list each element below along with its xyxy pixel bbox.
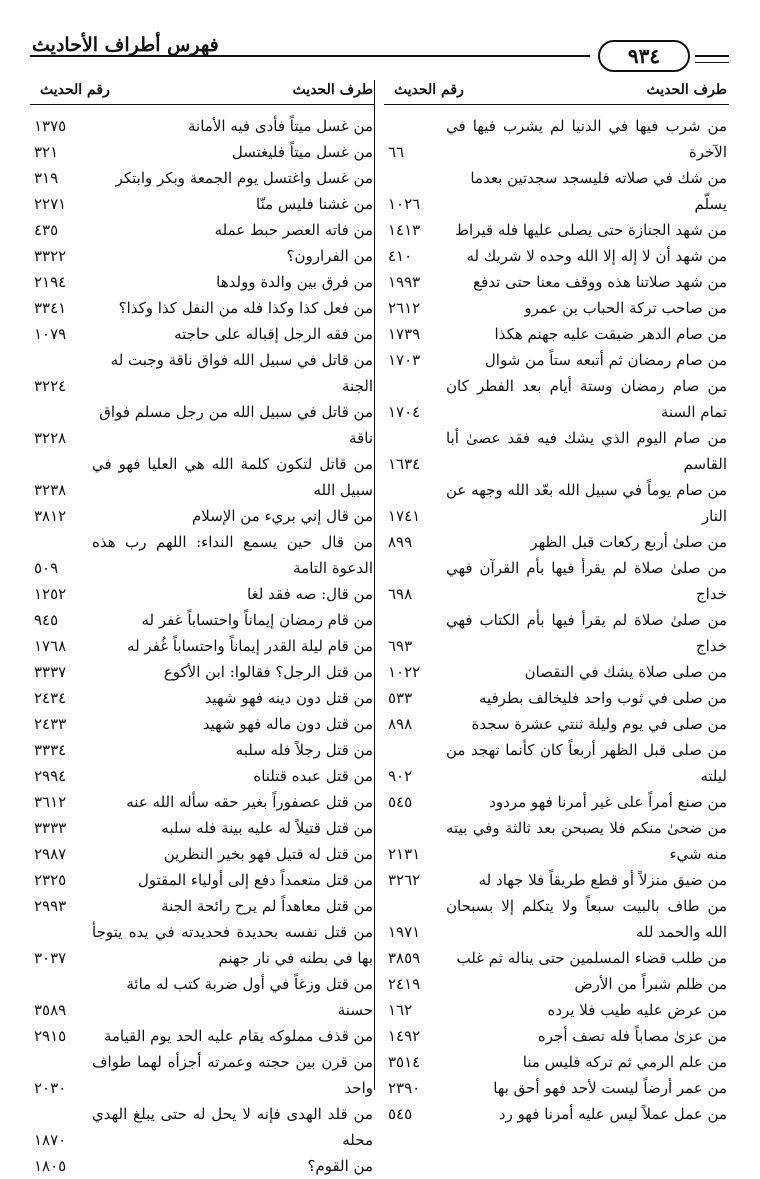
- hadith-entry: [30, 763, 375, 789]
- header-rule: [30, 55, 590, 57]
- hadith-number: ١٩٩٣: [388, 273, 421, 291]
- header-rule-right-thin: [695, 62, 729, 63]
- hadith-text: من قتل دون ماله فهو شهيد: [202, 715, 373, 733]
- hadith-number: ١٧٠٣: [388, 351, 421, 369]
- hadith-entry: [384, 1023, 729, 1049]
- hadith-text: من شهد صلاتنا هذه ووقف معنا حتى تدفع: [473, 273, 727, 291]
- hadith-number: ٢٤١٩: [388, 975, 421, 993]
- hadith-number: ٣٣٢٢: [34, 247, 67, 265]
- hadith-number: ٩٤٥: [34, 611, 59, 629]
- hadith-text: من صنع أمراً على غير أمرنا فهو مردود: [489, 793, 727, 811]
- hadith-number: ٢٢٧١: [34, 195, 67, 213]
- hadith-text: من قتل عبده قتلناه: [253, 767, 373, 785]
- hadith-number: ١٠٧٩: [34, 325, 67, 343]
- hadith-number: ٣٥٨٩: [34, 1001, 67, 1019]
- hadith-number: ٣٢٢٤: [34, 377, 67, 395]
- hadith-text: من قتل نفسه بحديدة فحديدته في يده يتوجأ بها في بطنه في نار جهنم: [92, 923, 373, 967]
- hadith-text: من عمر أرضاً ليست لأحد فهو أحق بها: [493, 1079, 727, 1097]
- hadith-entry: [384, 867, 729, 893]
- hadith-text: من غسل ميتاً فأدى فيه الأمانة: [188, 117, 373, 135]
- hadith-number: ١٧٤١: [388, 507, 421, 525]
- hadith-text: من فرق بين والدة وولدها: [216, 273, 373, 291]
- hadith-entry: [30, 919, 375, 971]
- hadith-entry: [30, 1023, 375, 1049]
- hadith-entry: [30, 815, 375, 841]
- hadith-entry: [30, 139, 375, 165]
- hadith-entry: [30, 737, 375, 763]
- hadith-number: ٢٣٢٥: [34, 871, 67, 889]
- hadith-number: ١٢٥٢: [34, 585, 67, 603]
- hadith-text: من الفرارون؟: [286, 247, 373, 265]
- hadith-number: ٦٩٣: [388, 637, 413, 655]
- hadith-text: من قتل وزغاً في أول ضربة كتب له مائة حسنة: [126, 975, 373, 1019]
- hadith-number: ٩٠٢: [388, 767, 413, 785]
- hadith-text: من قتل دون دينه فهو شهيد: [204, 689, 373, 707]
- hadith-entry: [384, 607, 729, 659]
- hadith-text: من القوم؟: [307, 1157, 373, 1175]
- hadith-number: ١٤٩٢: [388, 1027, 421, 1045]
- hadith-text: من غسل ميتاً فليغتسل: [231, 143, 373, 161]
- hadith-entry: [384, 347, 729, 373]
- hadith-number: ٣١٩: [34, 169, 59, 187]
- hadith-number: ٢٩٩٣: [34, 897, 67, 915]
- hadith-text: من قال حين يسمع النداء: اللهم رب هذه الدعوة التامة: [92, 533, 373, 577]
- hadith-text: من ضحىٰ منكم فلا يصبحن بعد ثالثة وفي بيته منه شيء: [446, 819, 727, 863]
- entries-list: [384, 113, 729, 1127]
- hadith-number: ٢١٩٤: [34, 273, 67, 291]
- column-header: [30, 80, 375, 105]
- hadith-number: ٥٤٥: [388, 1105, 413, 1123]
- hadith-entry: [30, 1049, 375, 1101]
- hadith-entry: [384, 165, 729, 217]
- hadith-number: ٥٠٩: [34, 559, 59, 577]
- hadith-entry: [30, 217, 375, 243]
- hadith-number: ١٨٠٥: [34, 1157, 67, 1175]
- hadith-number: ٣٨٥٩: [388, 949, 421, 967]
- hadith-number: ٣٣٣٧: [34, 663, 67, 681]
- hadith-text: من صاحب تركة الحباب بن عمرو: [524, 299, 727, 317]
- hadith-text: من قتل متعمداً دفع إلى أولياء المقتول: [137, 871, 373, 889]
- hadith-text: من قام ليلة القدر إيماناً واحتساباً غُفر له: [127, 637, 373, 655]
- header-rule-right: [695, 55, 729, 57]
- hadith-number: ٢٦١٢: [388, 299, 421, 317]
- hadith-entry: [30, 243, 375, 269]
- hadith-text: من شهد أن لا إله إلا الله وحده لا شريك له: [466, 247, 727, 265]
- hadith-number: ٢٣٩٠: [388, 1079, 421, 1097]
- hadith-entry: [384, 1075, 729, 1101]
- hadith-entry: [30, 581, 375, 607]
- hadith-text: من قتل له قتيل فهو بخير النظرين: [163, 845, 373, 863]
- hadith-number: ١٨٧٠: [34, 1131, 67, 1149]
- hadith-text: من قاتل في سبيل الله من رجل مسلم فواق ناقة: [99, 403, 373, 447]
- hadith-number: ٢٤٣٣: [34, 715, 67, 733]
- hadith-text: من طلب قضاء المسلمين حتى يناله ثم غلب: [456, 949, 727, 967]
- hadith-number: ١٧٣٩: [388, 325, 421, 343]
- hadith-entry: [30, 295, 375, 321]
- hadith-text: من عزىٰ مصاباً فله نصف أجره: [537, 1027, 727, 1045]
- hadith-entry: [384, 113, 729, 165]
- hadith-text: من قاتل لتكون كلمة الله هي العليا فهو في سبيل الله: [92, 455, 373, 499]
- hadith-entry: [384, 893, 729, 945]
- hadith-number: ٢٩٨٧: [34, 845, 67, 863]
- hadith-number: ٣٢٣٨: [34, 481, 67, 499]
- hadith-text: من صلى صلاة يشك في النقصان: [524, 663, 727, 681]
- hadith-entry: [30, 607, 375, 633]
- hadith-text: من علم الرمي ثم تركه فليس منا: [522, 1053, 727, 1071]
- hadith-text: من صلىٰ أربع ركعات قبل الظهر: [530, 533, 727, 551]
- hadith-text: من غسل واغتسل يوم الجمعة وبكر وابتكر: [115, 169, 373, 187]
- hadith-entry: [30, 893, 375, 919]
- running-title: فهرس أطراف الأحاديث: [32, 34, 219, 56]
- entries-list: [30, 113, 375, 1179]
- hadith-entry: [384, 217, 729, 243]
- hadith-entry: [384, 243, 729, 269]
- hadith-entry: [384, 425, 729, 477]
- hadith-entry: [30, 789, 375, 815]
- hadith-number: ١٦٢: [388, 1001, 413, 1019]
- hadith-number: ١٠٢٢: [388, 663, 421, 681]
- hadith-number: ٣٢٦٢: [388, 871, 421, 889]
- hadith-text: من ظلم شبراً من الأرض: [574, 975, 727, 993]
- hadith-text: من صلى قبل الظهر أربعاً كان كأنما تهجد من ليلته: [446, 741, 727, 785]
- hadith-text: من قال: صه فقد لغا: [246, 585, 373, 603]
- column-header-number-label: رقم الحديث: [40, 82, 110, 98]
- column-header-number-label: رقم الحديث: [394, 82, 464, 98]
- hadith-text: من قذف مملوكه يقام عليه الحد يوم القيامة: [103, 1027, 373, 1045]
- hadith-text: من عمل عملاً ليس عليه أمرنا فهو رد: [498, 1105, 727, 1123]
- hadith-entry: [30, 711, 375, 737]
- hadith-text: من قام رمضان إيماناً واحتساباً غفر له: [141, 611, 373, 629]
- hadith-text: من صلىٰ صلاة لم يقرأ فيها بأم الكتاب فهي خداج: [446, 611, 727, 655]
- hadith-text: من قال إني بريء من الإسلام: [191, 507, 373, 525]
- hadith-number: ٣٣٣٣: [34, 819, 67, 837]
- hadith-number: ٣٣٣٤: [34, 741, 67, 759]
- hadith-number: ٢١٣١: [388, 845, 421, 863]
- hadith-text: من قتل قتيلاً له عليه بينة فله سلبه: [161, 819, 373, 837]
- hadith-number: ٣٣٤١: [34, 299, 67, 317]
- hadith-number: ٤١٠: [388, 247, 413, 265]
- hadith-entry: [30, 113, 375, 139]
- index-column-right: [384, 80, 729, 1127]
- hadith-number: ٣٨١٢: [34, 507, 67, 525]
- hadith-text: من صلىٰ صلاة لم يقرأ فيها بأم القرآن فهي خداج: [446, 559, 727, 603]
- hadith-number: ٤٣٥: [34, 221, 59, 239]
- hadith-entry: [384, 1049, 729, 1075]
- hadith-number: ٣٦١٢: [34, 793, 67, 811]
- hadith-entry: [30, 321, 375, 347]
- hadith-entry: [384, 321, 729, 347]
- hadith-text: من قتل رجلاً فله سلبه: [235, 741, 373, 759]
- hadith-text: من صام اليوم الذي يشك فيه فقد عصىٰ أبا القاسم: [446, 429, 727, 473]
- hadith-number: ١٩٧١: [388, 923, 421, 941]
- hadith-entry: [30, 269, 375, 295]
- hadith-number: ٣٠٣٧: [34, 949, 67, 967]
- hadith-text: من غشنا فليس منّا: [256, 195, 373, 213]
- hadith-entry: [30, 841, 375, 867]
- hadith-text: من صام رمضان ثم أتبعه ستاً من شوال: [484, 351, 727, 369]
- hadith-entry: [30, 971, 375, 1023]
- index-column-left: [30, 80, 375, 1179]
- hadith-number: ٣٢١: [34, 143, 59, 161]
- hadith-entry: [384, 685, 729, 711]
- hadith-text: من صام رمضان وستة أيام بعد الفطر كان تمام السنة: [446, 377, 727, 421]
- hadith-entry: [384, 529, 729, 555]
- hadith-entry: [30, 1101, 375, 1153]
- hadith-text: من فعل كذا وكذا فله من النفل كذا وكذا؟: [118, 299, 373, 317]
- hadith-entry: [384, 997, 729, 1023]
- hadith-entry: [30, 191, 375, 217]
- hadith-number: ١٧٠٤: [388, 403, 421, 421]
- hadith-entry: [30, 347, 375, 399]
- hadith-text: من طاف بالبيت سبعاً ولا يتكلم إلا بسبحان الله والحمد لله: [446, 897, 727, 941]
- hadith-text: من قتل عصفوراً بغير حقه سأله الله عنه: [126, 793, 373, 811]
- hadith-text: من صام يوماً في سبيل الله بعّد الله وجهه عن النار: [446, 481, 727, 525]
- hadith-number: ١٧٦٨: [34, 637, 67, 655]
- hadith-text: من قاتل في سبيل الله فواق ناقة وجبت له الجنة: [110, 351, 373, 395]
- hadith-number: ٢٤٣٤: [34, 689, 67, 707]
- hadith-entry: [30, 503, 375, 529]
- page-number: ٩٣٤: [598, 40, 690, 72]
- hadith-text: من صلى في يوم وليلة ثنتي عشرة سجدة: [471, 715, 727, 733]
- hadith-number: ٣٥١٤: [388, 1053, 421, 1071]
- hadith-text: من عرض عليه طيب فلا يرده: [547, 1001, 727, 1019]
- hadith-entry: [384, 737, 729, 789]
- hadith-number: ٢٠٣٠: [34, 1079, 67, 1097]
- hadith-text: من قتل الرجل؟ فقالوا: ابن الأكوع: [163, 663, 373, 681]
- page-header: [0, 0, 760, 68]
- hadith-entry: [30, 659, 375, 685]
- hadith-entry: [384, 295, 729, 321]
- column-header-text-label: طرف الحديث: [292, 82, 373, 98]
- hadith-text: من شهد الجنازة حتى يصلى عليها فله قيراط: [455, 221, 727, 239]
- hadith-entry: [30, 685, 375, 711]
- hadith-text: من شك في صلاته فليسجد سجدتين بعدما يسلّم: [470, 169, 727, 213]
- hadith-number: ٣٢٢٨: [34, 429, 67, 447]
- hadith-entry: [30, 529, 375, 581]
- hadith-entry: [30, 165, 375, 191]
- hadith-entry: [30, 867, 375, 893]
- hadith-number: ٨٩٨: [388, 715, 413, 733]
- hadith-entry: [384, 477, 729, 529]
- hadith-number: ٨٩٩: [388, 533, 413, 551]
- hadith-number: ١٤١٣: [388, 221, 421, 239]
- hadith-number: ٦٩٨: [388, 585, 413, 603]
- hadith-entry: [384, 555, 729, 607]
- hadith-entry: [384, 659, 729, 685]
- hadith-text: من ضيق منزلاً أو قطع طريقاً فلا جهاد له: [478, 871, 727, 889]
- hadith-entry: [384, 815, 729, 867]
- hadith-entry: [384, 971, 729, 997]
- hadith-text: من صلى في ثوب واحد فليخالف بطرفيه: [478, 689, 727, 707]
- hadith-entry: [30, 451, 375, 503]
- hadith-text: من قرن بين حجته وعمرته أجزأه لهما طواف واحد: [92, 1053, 373, 1097]
- hadith-number: ١٦٣٤: [388, 455, 421, 473]
- hadith-number: ٢٩٩٤: [34, 767, 67, 785]
- hadith-entry: [30, 1153, 375, 1179]
- hadith-entry: [384, 1101, 729, 1127]
- column-header: [384, 80, 729, 105]
- hadith-entry: [384, 789, 729, 815]
- column-header-text-label: طرف الحديث: [646, 82, 727, 98]
- hadith-number: ٢٩١٥: [34, 1027, 67, 1045]
- hadith-text: من شرب فيها في الدنيا لم يشرب فيها في الآخرة: [446, 117, 727, 161]
- hadith-entry: [384, 269, 729, 295]
- hadith-entry: [384, 945, 729, 971]
- hadith-entry: [30, 633, 375, 659]
- hadith-text: من فاته العصر حبط عمله: [214, 221, 373, 239]
- hadith-entry: [384, 711, 729, 737]
- hadith-number: ٦٦: [388, 143, 405, 161]
- hadith-number: ٥٣٣: [388, 689, 413, 707]
- hadith-text: من قتل معاهداً لم يرح رائحة الجنة: [161, 897, 373, 915]
- hadith-text: من قلد الهدى فإنه لا يحل له حتى يبلغ الهدي محله: [92, 1105, 373, 1149]
- hadith-entry: [30, 399, 375, 451]
- hadith-number: ١٣٧٥: [34, 117, 67, 135]
- hadith-text: من صام الدهر ضيقت عليه جهنم هكذا: [494, 325, 727, 343]
- hadith-number: ١٠٢٦: [388, 195, 421, 213]
- hadith-text: من فقه الرجل إقباله على حاجته: [174, 325, 373, 343]
- hadith-entry: [384, 373, 729, 425]
- hadith-number: ٥٤٥: [388, 793, 413, 811]
